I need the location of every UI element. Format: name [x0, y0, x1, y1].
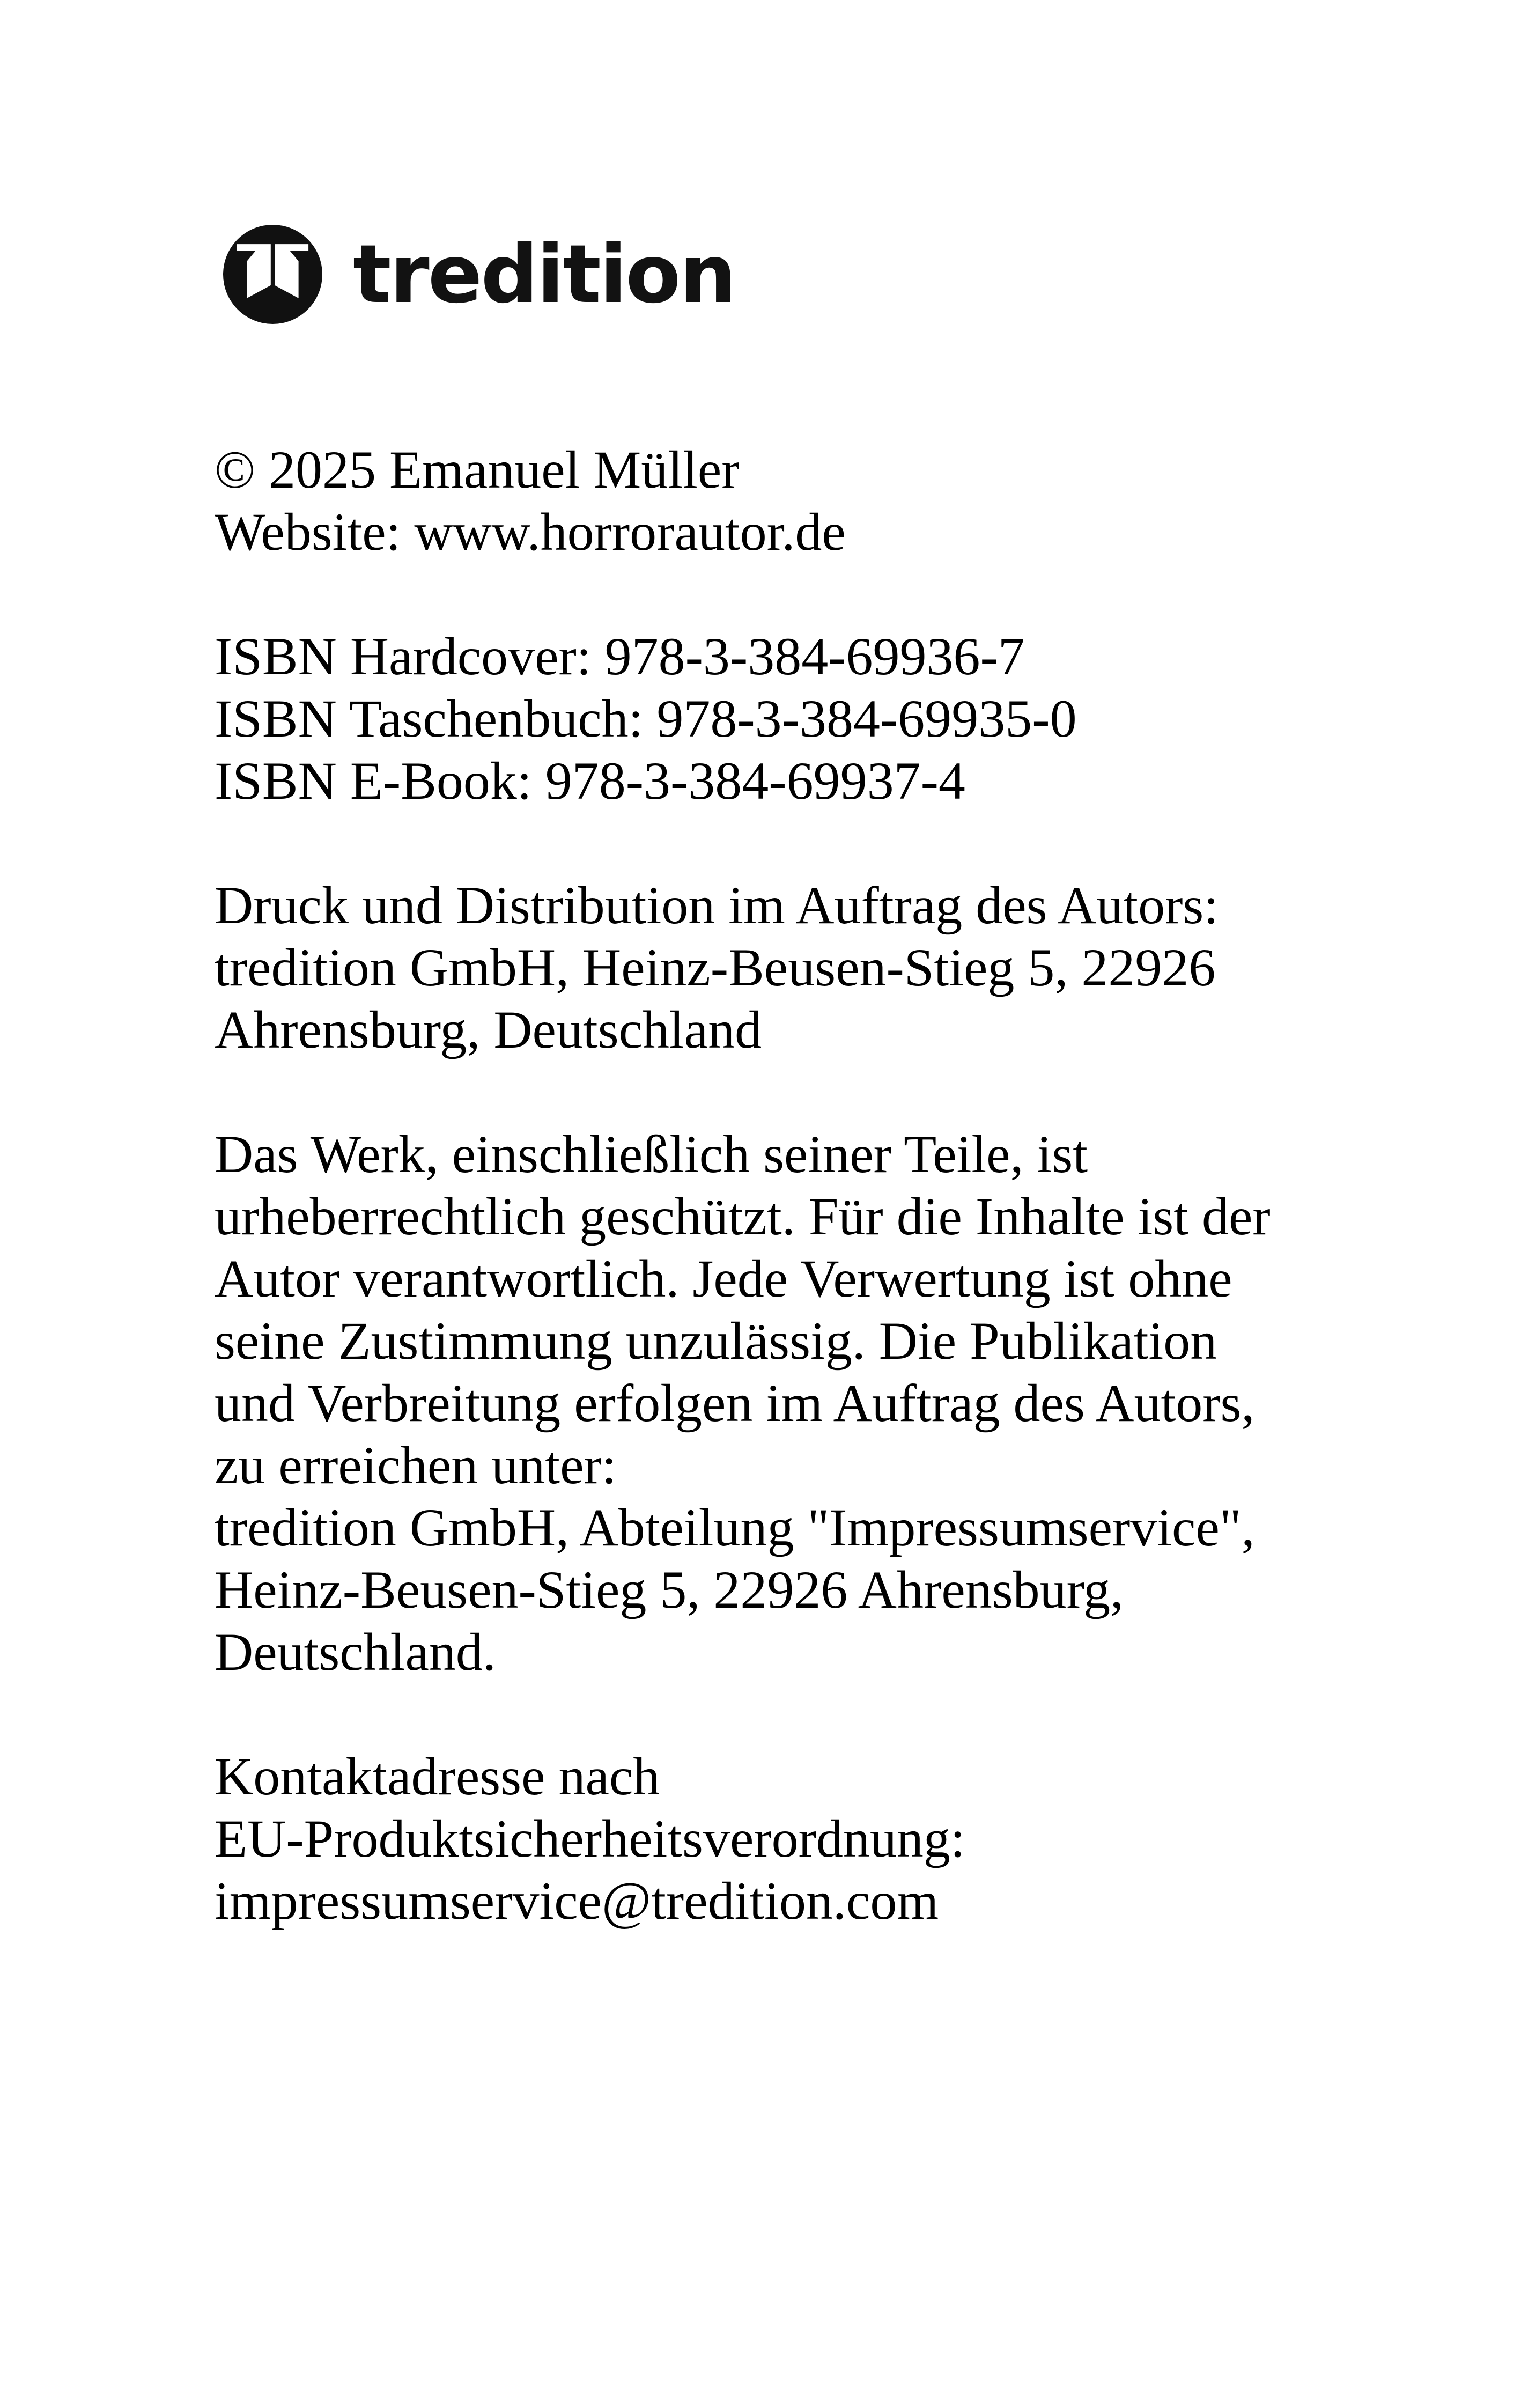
copyright-line: © 2025 Emanuel Müller	[215, 440, 740, 499]
text-line: urheberrechtlich geschützt. Für die Inhalte ist der	[215, 1187, 1271, 1246]
text-line: Heinz-Beusen-Stieg 5, 22926 Ahrensburg,	[215, 1560, 1124, 1619]
contact-block	[215, 1746, 1448, 1932]
copyright-block	[215, 439, 1448, 563]
publisher-logo	[223, 225, 735, 324]
isbn-hardcover-line: ISBN Hardcover: 978-3-384-69936-7	[215, 627, 1025, 686]
text-line: zu erreichen unter:	[215, 1435, 617, 1495]
website-line: Website: www.horrorautor.de	[215, 502, 846, 562]
text-line: seine Zustimmung unzulässig. Die Publikation	[215, 1311, 1217, 1371]
contact-email-line: impressumservice@tredition.com	[215, 1871, 939, 1931]
publisher-wordmark: tredition	[353, 227, 735, 321]
text-line: Deutschland.	[215, 1622, 496, 1682]
isbn-taschenbuch-line: ISBN Taschenbuch: 978-3-384-69935-0	[215, 689, 1077, 748]
text-line: EU-Produktsicherheitsverordnung:	[215, 1809, 965, 1868]
rights-block	[215, 1123, 1448, 1683]
distribution-block	[215, 874, 1448, 1061]
text-line: Druck und Distribution im Auftrag des Autors:	[215, 875, 1219, 935]
text-line: Das Werk, einschließlich seiner Teile, ist	[215, 1124, 1088, 1184]
text-line: Ahrensburg, Deutschland	[215, 1000, 762, 1059]
text-line: tredition GmbH, Abteilung "Impressumservice",	[215, 1498, 1255, 1557]
tredition-logo-icon	[223, 225, 322, 324]
isbn-ebook-line: ISBN E-Book: 978-3-384-69937-4	[215, 751, 965, 811]
text-line: tredition GmbH, Heinz-Beusen-Stieg 5, 22926	[215, 938, 1216, 997]
text-line: Autor verantwortlich. Jede Verwertung ist ohne	[215, 1249, 1232, 1308]
text-line: und Verbreitung erfolgen im Auftrag des Autors,	[215, 1373, 1255, 1433]
text-line: Kontaktadresse nach	[215, 1747, 660, 1806]
isbn-block	[215, 625, 1448, 812]
imprint-text	[215, 439, 1448, 1932]
